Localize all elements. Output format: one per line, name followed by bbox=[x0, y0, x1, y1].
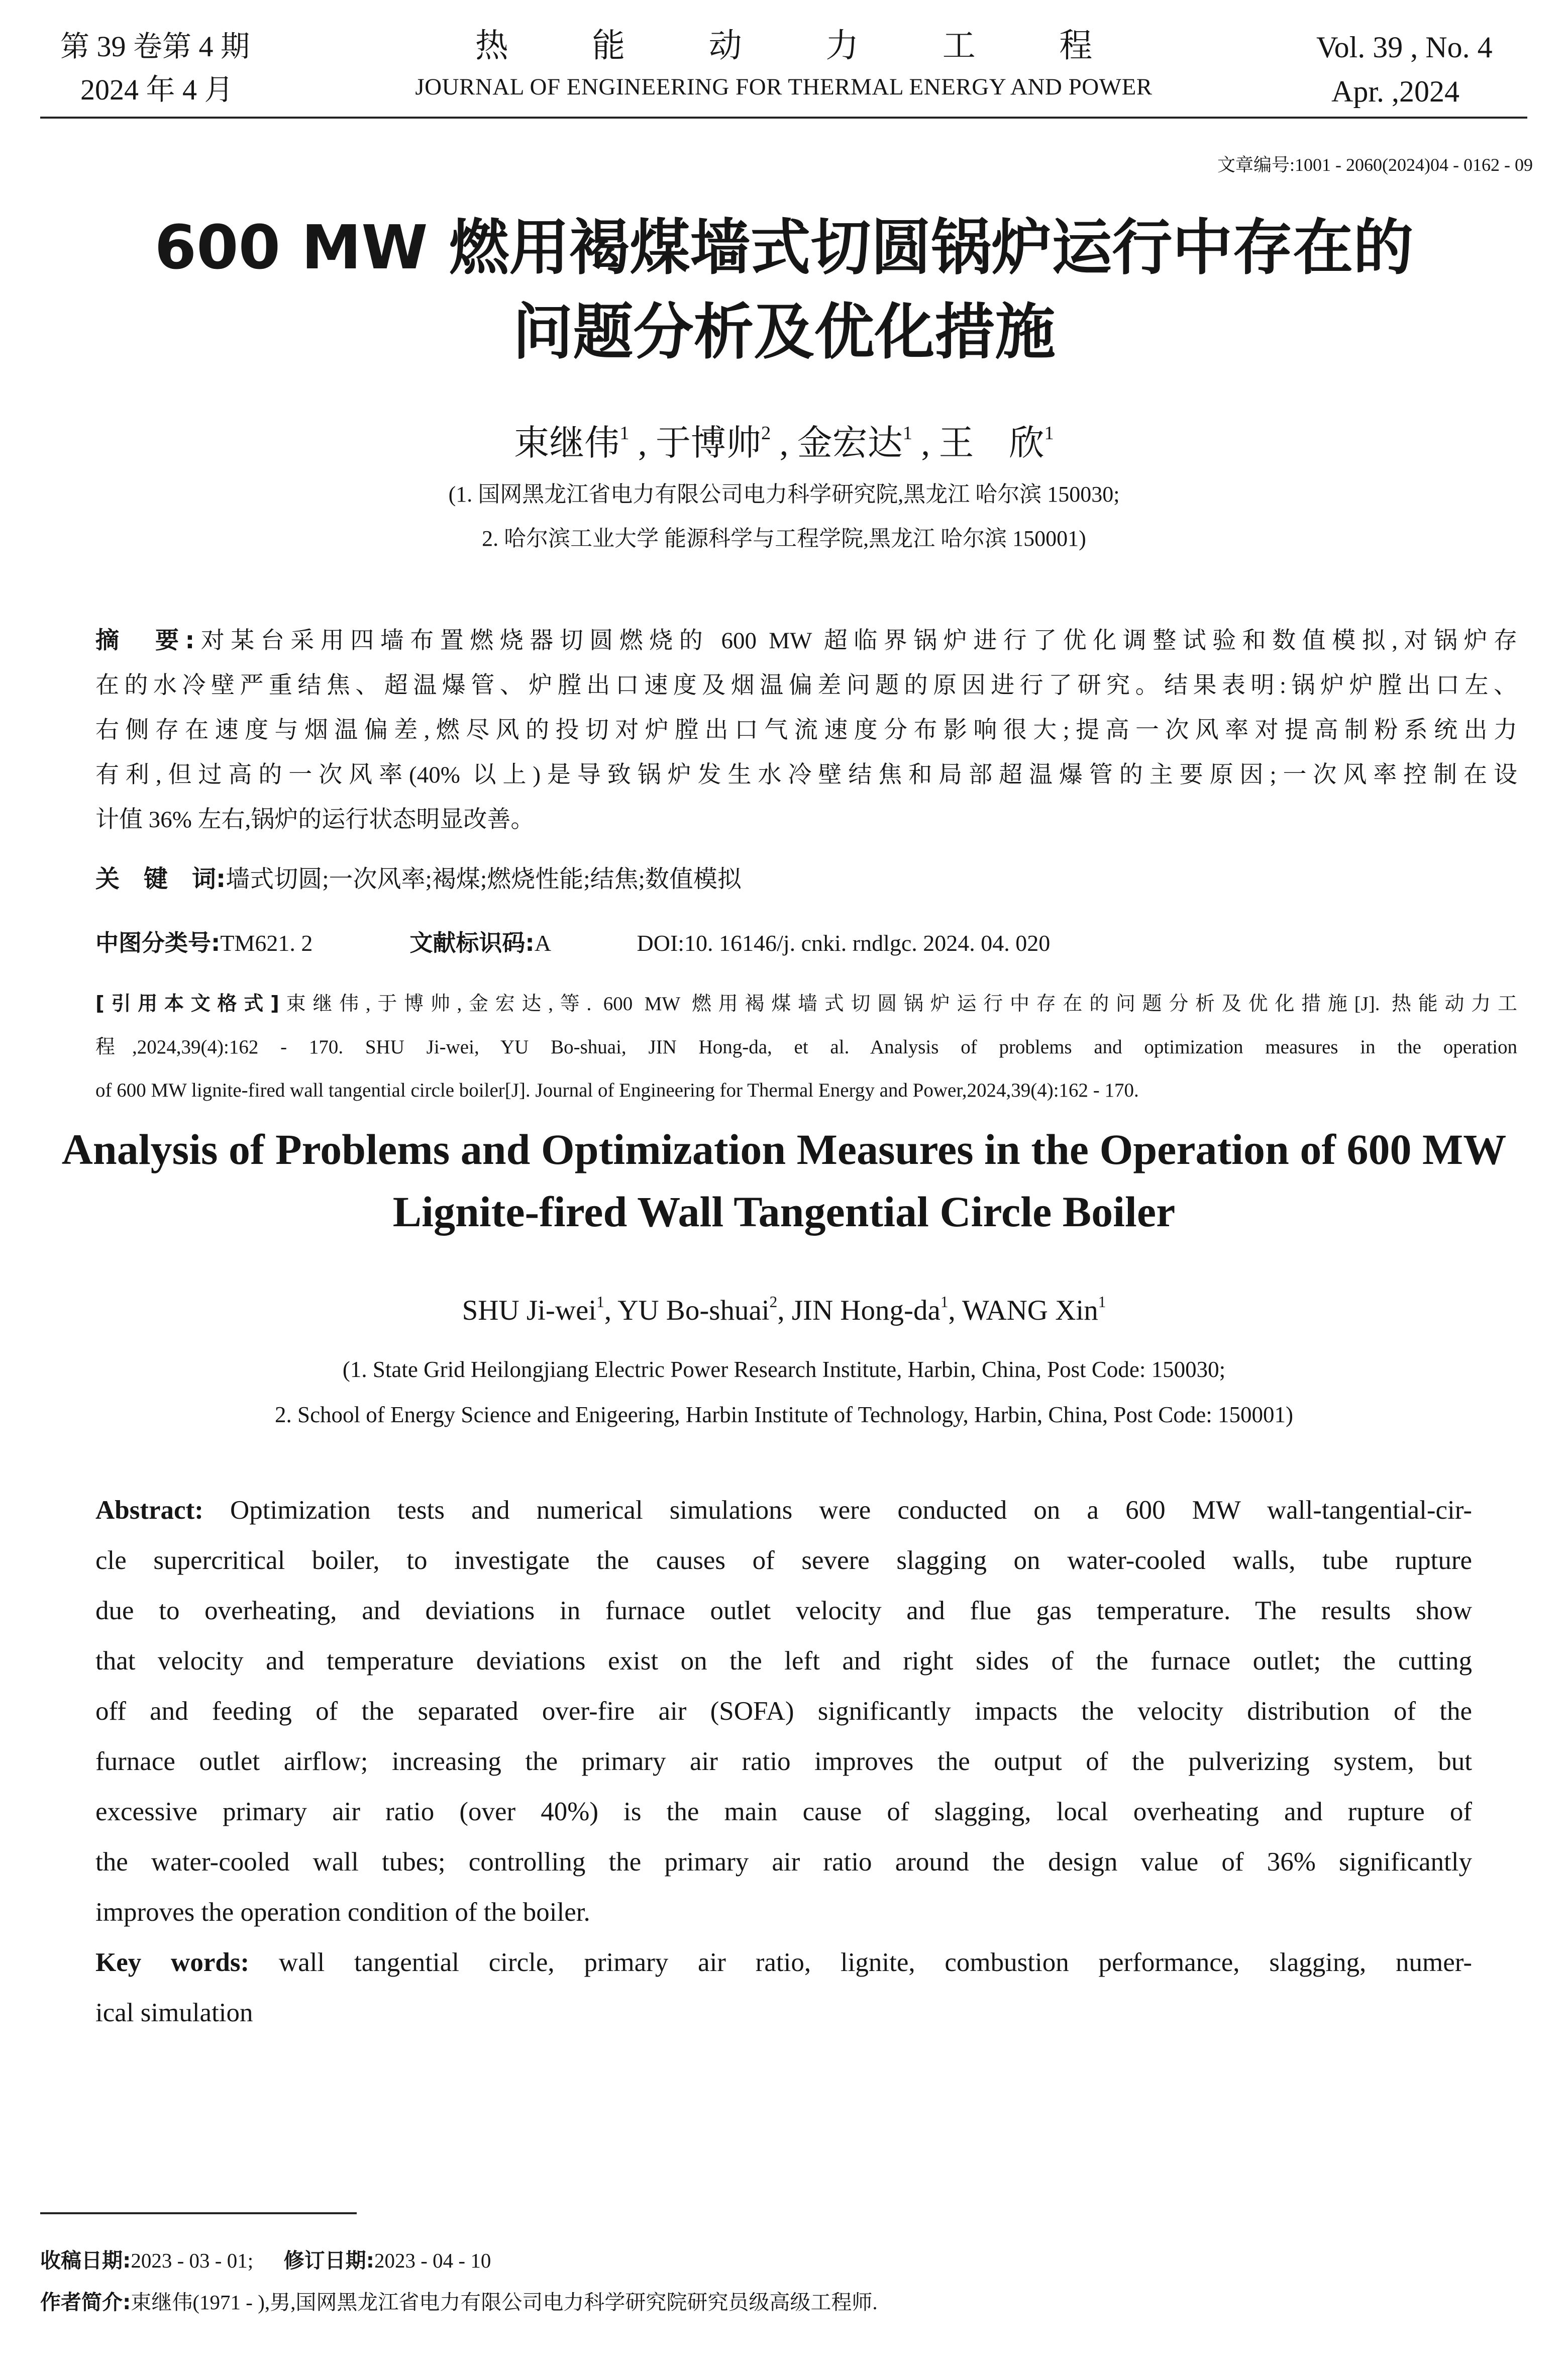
journal-title-cn: 热 能 动 力 工 程 bbox=[475, 28, 1093, 64]
bio-label: 作者简介: bbox=[40, 2290, 131, 2314]
abstract-en-line: that velocity and temperature deviations exist on the left and right sides of the furnace outlet; the cutting bbox=[95, 1646, 1472, 1676]
citation-label: [引用本文格式] bbox=[95, 993, 279, 1015]
revised-value: 2023 - 04 - 10 bbox=[374, 2249, 491, 2272]
received-value: 2023 - 03 - 01; bbox=[131, 2249, 254, 2272]
author-cn: 金宏达$^1$ , bbox=[797, 423, 930, 463]
author-en: JIN Hong-$da^1$, bbox=[791, 1293, 962, 1326]
received-label: 收稿日期: bbox=[40, 2248, 131, 2273]
doc-code-label: 文献标识码: bbox=[409, 929, 535, 956]
abstract-cn-label: 摘 要: bbox=[95, 627, 195, 654]
footnote-bio bbox=[40, 2286, 878, 2315]
abstract-cn-line: 摘 要:对某台采用四墙布置燃烧器切圆燃烧的 600 MW 超临界锅炉进行了优化调整试验和数值模拟,对锅炉存 bbox=[95, 627, 1517, 654]
author-cn: 束继伟$^1$ , bbox=[514, 423, 647, 463]
citation-block bbox=[95, 982, 1517, 1112]
article-number: 文章编号:1001 - 2060(2024)04 - 0162 - 09 bbox=[1217, 155, 1533, 175]
journal-masthead bbox=[352, 23, 1216, 105]
footnote-dates bbox=[40, 2244, 491, 2274]
title-cn-line2: 问题分析及优化措施 bbox=[512, 298, 1056, 367]
abstract-cn-line: 右侧存在速度与烟温偏差,燃尽风的投切对炉膛出口气流速度分布影响很大;提高一次风率对提高制粉系统出力 bbox=[95, 717, 1517, 743]
abstract-en-line: off and feeding of the separated over-fire air (SOFA) significantly impacts the velocity distribution of the bbox=[95, 1697, 1472, 1726]
affiliations-cn bbox=[0, 472, 1568, 561]
keywords-cn bbox=[95, 859, 742, 894]
abstract-en-line: furnace outlet airflow; increasing the primary air ratio improves the output of the pulverizing system, but bbox=[95, 1747, 1472, 1776]
keywords-cn-label: 关 键 词: bbox=[95, 865, 226, 893]
doi: DOI:10. 16146/j. cnki. rndlgc. 2024. 04. 020 bbox=[637, 930, 1051, 956]
issue-date-en: Apr. ,2024 bbox=[1331, 75, 1459, 108]
author-cn: 王 欣$^1$ bbox=[938, 423, 1054, 463]
keywords-en-line: ical simulation bbox=[95, 1998, 253, 2027]
citation-line: of 600 MW lignite-fired wall tangential circle boiler[J]. Journal of Engineering for Thermal Energy and Power,2024,39(4):162 - 170. bbox=[95, 1079, 1139, 1101]
authors-en bbox=[0, 1294, 1568, 1327]
abstract-en-line: cle supercritical boiler, to investigate the causes of severe slagging on water-cooled walls, tube rupture bbox=[95, 1546, 1472, 1575]
clc-value: TM621. 2 bbox=[220, 930, 313, 956]
citation-line: 程,2024,39(4):162 - 170. SHU Ji-wei, YU Bo-shuai, JIN Hong-da, et al. Analysis of problems and optimization measures in the operation bbox=[95, 1036, 1517, 1058]
affiliation-en-line2: 2. School of Energy Science and Enigeering, Harbin Institute of Technology, Harbin, China, Post Code: 150001) bbox=[275, 1402, 1293, 1427]
issue-info-left bbox=[60, 25, 250, 112]
issue-volume-en: Vol. 39 , No. 4 bbox=[1316, 31, 1493, 64]
author-en: WANG Xin$^1$ bbox=[962, 1293, 1106, 1326]
revised-label: 修订日期: bbox=[283, 2248, 375, 2273]
author-cn: 于博帅$^2$ , bbox=[656, 423, 789, 463]
keywords-en-label: Key words: bbox=[95, 1948, 250, 1977]
author-en: SHU Ji-wei$^1$, bbox=[462, 1293, 618, 1326]
affiliation-cn-line2: 2. 哈尔滨工业大学 能源科学与工程学院,黑龙江 哈尔滨 150001) bbox=[482, 526, 1086, 551]
title-cn bbox=[0, 206, 1568, 375]
author-en: YU Bo-shuai$^2$, bbox=[617, 1293, 792, 1326]
abstract-en-line: due to overheating, and deviations in furnace outlet velocity and flue gas temperature. The results show bbox=[95, 1596, 1472, 1625]
classification-line bbox=[95, 925, 1517, 958]
abstract-en-line: Abstract: Optimization tests and numerical simulations were conducted on a 600 MW wall-tangential-cir- bbox=[95, 1496, 1472, 1525]
journal-title-en: JOURNAL OF ENGINEERING FOR THERMAL ENERGY AND POWER bbox=[415, 74, 1153, 100]
issue-volume-cn: 第 39 卷第 4 期 bbox=[60, 30, 250, 63]
clc-label: 中图分类号: bbox=[95, 929, 221, 956]
abstract-cn-line: 计值 36% 左右,锅炉的运行状态明显改善。 bbox=[95, 807, 535, 833]
abstract-en-line: excessive primary air ratio (over 40%) is the main cause of slagging, local overheating and rupture of bbox=[95, 1797, 1472, 1826]
abstract-en bbox=[95, 1485, 1472, 2038]
title-en-line2: Lignite-fired Wall Tangential Circle Boiler bbox=[392, 1188, 1176, 1236]
footnote-rule bbox=[40, 2212, 357, 2214]
issue-date-cn: 2024 年 4 月 bbox=[80, 73, 234, 106]
header-rule bbox=[40, 117, 1527, 119]
abstract-en-label: Abstract: bbox=[95, 1496, 203, 1525]
abstract-en-line: the water-cooled wall tubes; controlling the primary air ratio around the design value of 36% significantly bbox=[95, 1847, 1472, 1877]
abstract-en-line: improves the operation condition of the boiler. bbox=[95, 1898, 590, 1927]
abstract-cn-line: 有利,但过高的一次风率(40% 以上)是导致锅炉发生水冷壁结焦和局部超温爆管的主要原因;一次风率控制在设 bbox=[95, 762, 1517, 788]
keywords-en-line: Key words: wall tangential circle, primary air ratio, lignite, combustion performance, slagging, numer- bbox=[95, 1948, 1472, 1977]
citation-line: [引用本文格式]束继伟,于博帅,金宏达,等. 600 MW 燃用褐煤墙式切圆锅炉运行中存在的问题分析及优化措施[J]. 热能动力工 bbox=[95, 993, 1517, 1015]
affiliation-cn-line1: (1. 国网黑龙江省电力有限公司电力科学研究院,黑龙江 哈尔滨 150030; bbox=[448, 482, 1120, 507]
abstract-cn bbox=[95, 618, 1517, 842]
affiliations-en bbox=[0, 1347, 1568, 1437]
title-en-line1: Analysis of Problems and Optimization Measures in the Operation of 600 MW bbox=[61, 1125, 1507, 1173]
title-cn-line1: 600 MW 燃用褐煤墙式切圆锅炉运行中存在的 bbox=[154, 213, 1414, 283]
bio-value: 束继伟(1971 - ),男,国网黑龙江省电力有限公司电力科学研究院研究员级高级工程师. bbox=[131, 2291, 878, 2314]
title-en bbox=[0, 1118, 1568, 1243]
abstract-cn-line: 在的水冷壁严重结焦、超温爆管、炉膛出口速度及烟温偏差问题的原因进行了研究。结果表明:锅炉炉膛出口左、 bbox=[95, 672, 1517, 699]
affiliation-en-line1: (1. State Grid Heilongjiang Electric Power Research Institute, Harbin, China, Post Code: 150030; bbox=[342, 1357, 1226, 1382]
issue-info-right bbox=[1316, 25, 1493, 114]
doc-code-value: A bbox=[534, 930, 550, 956]
authors-cn bbox=[0, 415, 1568, 465]
keywords-cn-text: 墙式切圆;一次风率;褐煤;燃烧性能;结焦;数值模拟 bbox=[226, 866, 742, 893]
